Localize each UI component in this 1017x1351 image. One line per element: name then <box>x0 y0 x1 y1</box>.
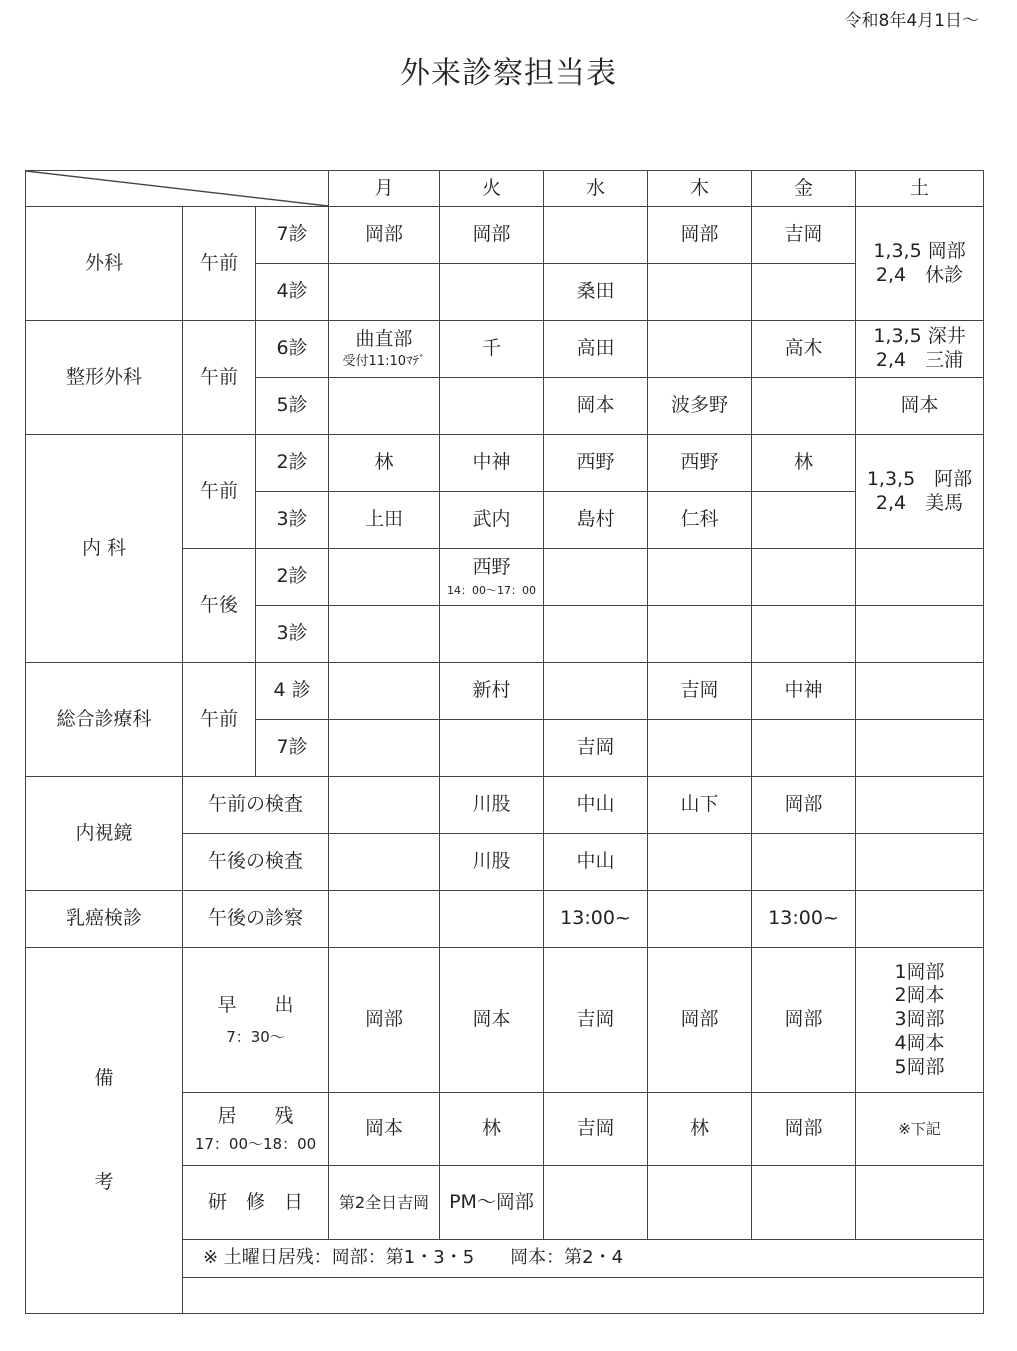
remarks-top: 備 <box>94 1066 114 1089</box>
cell-thu: 波多野 <box>648 378 752 435</box>
exam-label: 午前の検査 <box>183 777 329 834</box>
early-row <box>26 948 984 1093</box>
cell-tue <box>440 891 544 948</box>
day-sat: 土 <box>856 171 984 207</box>
period-label: 午後 <box>183 549 256 663</box>
cell-mon <box>329 663 440 720</box>
cell-sat <box>856 435 984 549</box>
period-label: 午前 <box>183 435 256 549</box>
cell-mon <box>329 720 440 777</box>
general-row-1 <box>26 663 984 720</box>
room-label: 3診 <box>256 492 329 549</box>
cell-mon: 上田 <box>329 492 440 549</box>
cell-fri: 高木 <box>752 321 856 378</box>
cell-thu <box>648 264 752 321</box>
room-label: 5診 <box>256 378 329 435</box>
cell-sat <box>856 834 984 891</box>
reception-note: 受付11:10ﾏﾃﾞ <box>342 353 426 369</box>
room-label: 4 診 <box>256 663 329 720</box>
cell-fri: 13:00~ <box>752 891 856 948</box>
sat-line: 2,4 三浦 <box>875 349 964 371</box>
blank-cell <box>183 1278 984 1314</box>
cell-wed: 中山 <box>544 777 648 834</box>
effective-date: 令和8年4月1日～ <box>844 11 979 31</box>
period-label: 午前 <box>183 321 256 435</box>
cell-fri: 吉岡 <box>752 207 856 264</box>
cell-mon <box>329 606 440 663</box>
schedule-table <box>25 170 984 1314</box>
cell-wed <box>544 606 648 663</box>
day-mon: 月 <box>329 171 440 207</box>
cell-tue <box>440 720 544 777</box>
cell-mon: 岡部 <box>329 948 440 1093</box>
cell-thu: 山下 <box>648 777 752 834</box>
cell-tue <box>440 378 544 435</box>
cell-wed: 島村 <box>544 492 648 549</box>
cell-wed <box>544 663 648 720</box>
doctor-name: 西野 <box>472 556 511 579</box>
cell-fri <box>752 834 856 891</box>
early-label-cell <box>183 948 329 1093</box>
day-fri: 金 <box>752 171 856 207</box>
cell-sat <box>856 1166 984 1240</box>
cell-tue: 林 <box>440 1093 544 1166</box>
remarks-bottom: 考 <box>94 1170 114 1193</box>
cell-sat <box>856 891 984 948</box>
cell-tue: 岡部 <box>440 207 544 264</box>
cell-mon: 林 <box>329 435 440 492</box>
period-label: 午前 <box>183 663 256 777</box>
cell-thu: 岡部 <box>648 948 752 1093</box>
cell-wed: 西野 <box>544 435 648 492</box>
cell-tue <box>440 549 544 606</box>
cell-tue: 川股 <box>440 777 544 834</box>
dept-internal: 内 科 <box>26 435 183 663</box>
cell-thu <box>648 834 752 891</box>
sat-line: 1,3,5 深井 <box>873 325 966 348</box>
training-label: 研 修 日 <box>183 1166 329 1240</box>
cell-fri: 岡部 <box>752 777 856 834</box>
early-label: 早 出 <box>217 993 294 1016</box>
cell-fri <box>752 720 856 777</box>
cell-wed: 岡本 <box>544 378 648 435</box>
cell-thu <box>648 549 752 606</box>
cell-wed: 吉岡 <box>544 720 648 777</box>
cell-sat <box>856 948 984 1093</box>
breast-row <box>26 891 984 948</box>
late-label-cell <box>183 1093 329 1166</box>
cell-tue: 川股 <box>440 834 544 891</box>
cell-wed <box>544 207 648 264</box>
sat-line: 1,3,5 阿部 <box>866 467 973 490</box>
cell-sat <box>856 777 984 834</box>
cell-thu <box>648 1166 752 1240</box>
cell-mon <box>329 321 440 378</box>
late-time: 17：00～18：00 <box>194 1134 317 1153</box>
cell-wed <box>544 549 648 606</box>
cell-thu <box>648 606 752 663</box>
sat-week: 2岡本 <box>894 984 945 1007</box>
time-note: 14：00～17：00 <box>447 584 537 597</box>
sat-line: 1,3,5 岡部 <box>873 239 966 262</box>
cell-fri <box>752 264 856 321</box>
corner-cell <box>26 171 329 207</box>
room-label: 3診 <box>256 606 329 663</box>
dept-surgery: 外科 <box>26 207 183 321</box>
cell-fri: 中神 <box>752 663 856 720</box>
sat-week: 4岡本 <box>894 1031 945 1054</box>
header-row <box>26 171 984 207</box>
endoscopy-row-1 <box>26 777 984 834</box>
cell-wed: 高田 <box>544 321 648 378</box>
sat-week: 5岡部 <box>894 1055 945 1078</box>
dept-endoscopy: 内視鏡 <box>26 777 183 891</box>
room-label: 6診 <box>256 321 329 378</box>
exam-label: 午後の検査 <box>183 834 329 891</box>
cell-fri <box>752 492 856 549</box>
cell-thu <box>648 720 752 777</box>
cell-wed: 吉岡 <box>544 948 648 1093</box>
cell-thu: 林 <box>648 1093 752 1166</box>
sat-line: 2,4 休診 <box>875 263 964 286</box>
cell-thu: 吉岡 <box>648 663 752 720</box>
cell-fri: 岡部 <box>752 948 856 1093</box>
period-label: 午前 <box>183 207 256 321</box>
cell-mon <box>329 264 440 321</box>
cell-thu: 岡部 <box>648 207 752 264</box>
cell-fri <box>752 378 856 435</box>
surgery-row-1 <box>26 207 984 264</box>
cell-fri: 林 <box>752 435 856 492</box>
cell-fri <box>752 549 856 606</box>
cell-sat: 岡本 <box>856 378 984 435</box>
ortho-row-1 <box>26 321 984 378</box>
room-label: 4診 <box>256 264 329 321</box>
day-tue: 火 <box>440 171 544 207</box>
doctor-name: 曲直部 <box>355 328 413 350</box>
dept-breast: 乳癌検診 <box>26 891 183 948</box>
cell-sat: ※下記 <box>856 1093 984 1166</box>
cell-tue <box>440 264 544 321</box>
room-label: 7診 <box>256 720 329 777</box>
cell-mon: 第2全日吉岡 <box>329 1166 440 1240</box>
exam-label: 午後の診察 <box>183 891 329 948</box>
cell-sat <box>856 207 984 321</box>
cell-tue: 岡本 <box>440 948 544 1093</box>
cell-tue: 千 <box>440 321 544 378</box>
room-label: 2診 <box>256 549 329 606</box>
cell-sat <box>856 663 984 720</box>
late-label: 居 残 <box>217 1104 294 1127</box>
cell-wed: 13:00~ <box>544 891 648 948</box>
cell-wed: 吉岡 <box>544 1093 648 1166</box>
cell-mon <box>329 777 440 834</box>
cell-mon <box>329 834 440 891</box>
cell-wed: 中山 <box>544 834 648 891</box>
cell-wed: 桑田 <box>544 264 648 321</box>
cell-sat <box>856 720 984 777</box>
cell-mon <box>329 891 440 948</box>
cell-thu: 仁科 <box>648 492 752 549</box>
cell-mon: 岡本 <box>329 1093 440 1166</box>
day-thu: 木 <box>648 171 752 207</box>
cell-tue: 武内 <box>440 492 544 549</box>
dept-remarks <box>26 948 183 1314</box>
cell-thu <box>648 321 752 378</box>
cell-tue: PM～岡部 <box>440 1166 544 1240</box>
sat-week: 1岡部 <box>894 960 945 983</box>
cell-sat <box>856 606 984 663</box>
cell-mon <box>329 378 440 435</box>
cell-fri: 岡部 <box>752 1093 856 1166</box>
cell-mon: 岡部 <box>329 207 440 264</box>
diagonal-line <box>26 171 328 206</box>
cell-sat <box>856 321 984 378</box>
cell-fri <box>752 606 856 663</box>
page-title: 外来診察担当表 <box>400 56 617 91</box>
cell-wed <box>544 1166 648 1240</box>
cell-fri <box>752 1166 856 1240</box>
day-wed: 水 <box>544 171 648 207</box>
early-time: 7：30～ <box>226 1027 285 1046</box>
internal-row-1 <box>26 435 984 492</box>
room-label: 2診 <box>256 435 329 492</box>
saturday-note: ※ 土曜日居残：岡部：第1・3・5 岡本：第2・4 <box>183 1240 984 1278</box>
dept-general: 総合診療科 <box>26 663 183 777</box>
sat-week: 3岡部 <box>894 1008 945 1031</box>
cell-thu: 西野 <box>648 435 752 492</box>
cell-tue <box>440 606 544 663</box>
cell-tue: 新村 <box>440 663 544 720</box>
cell-tue: 中神 <box>440 435 544 492</box>
room-label: 7診 <box>256 207 329 264</box>
cell-mon <box>329 549 440 606</box>
cell-sat <box>856 549 984 606</box>
sat-line: 2,4 美馬 <box>875 491 964 514</box>
dept-ortho: 整形外科 <box>26 321 183 435</box>
cell-thu <box>648 891 752 948</box>
